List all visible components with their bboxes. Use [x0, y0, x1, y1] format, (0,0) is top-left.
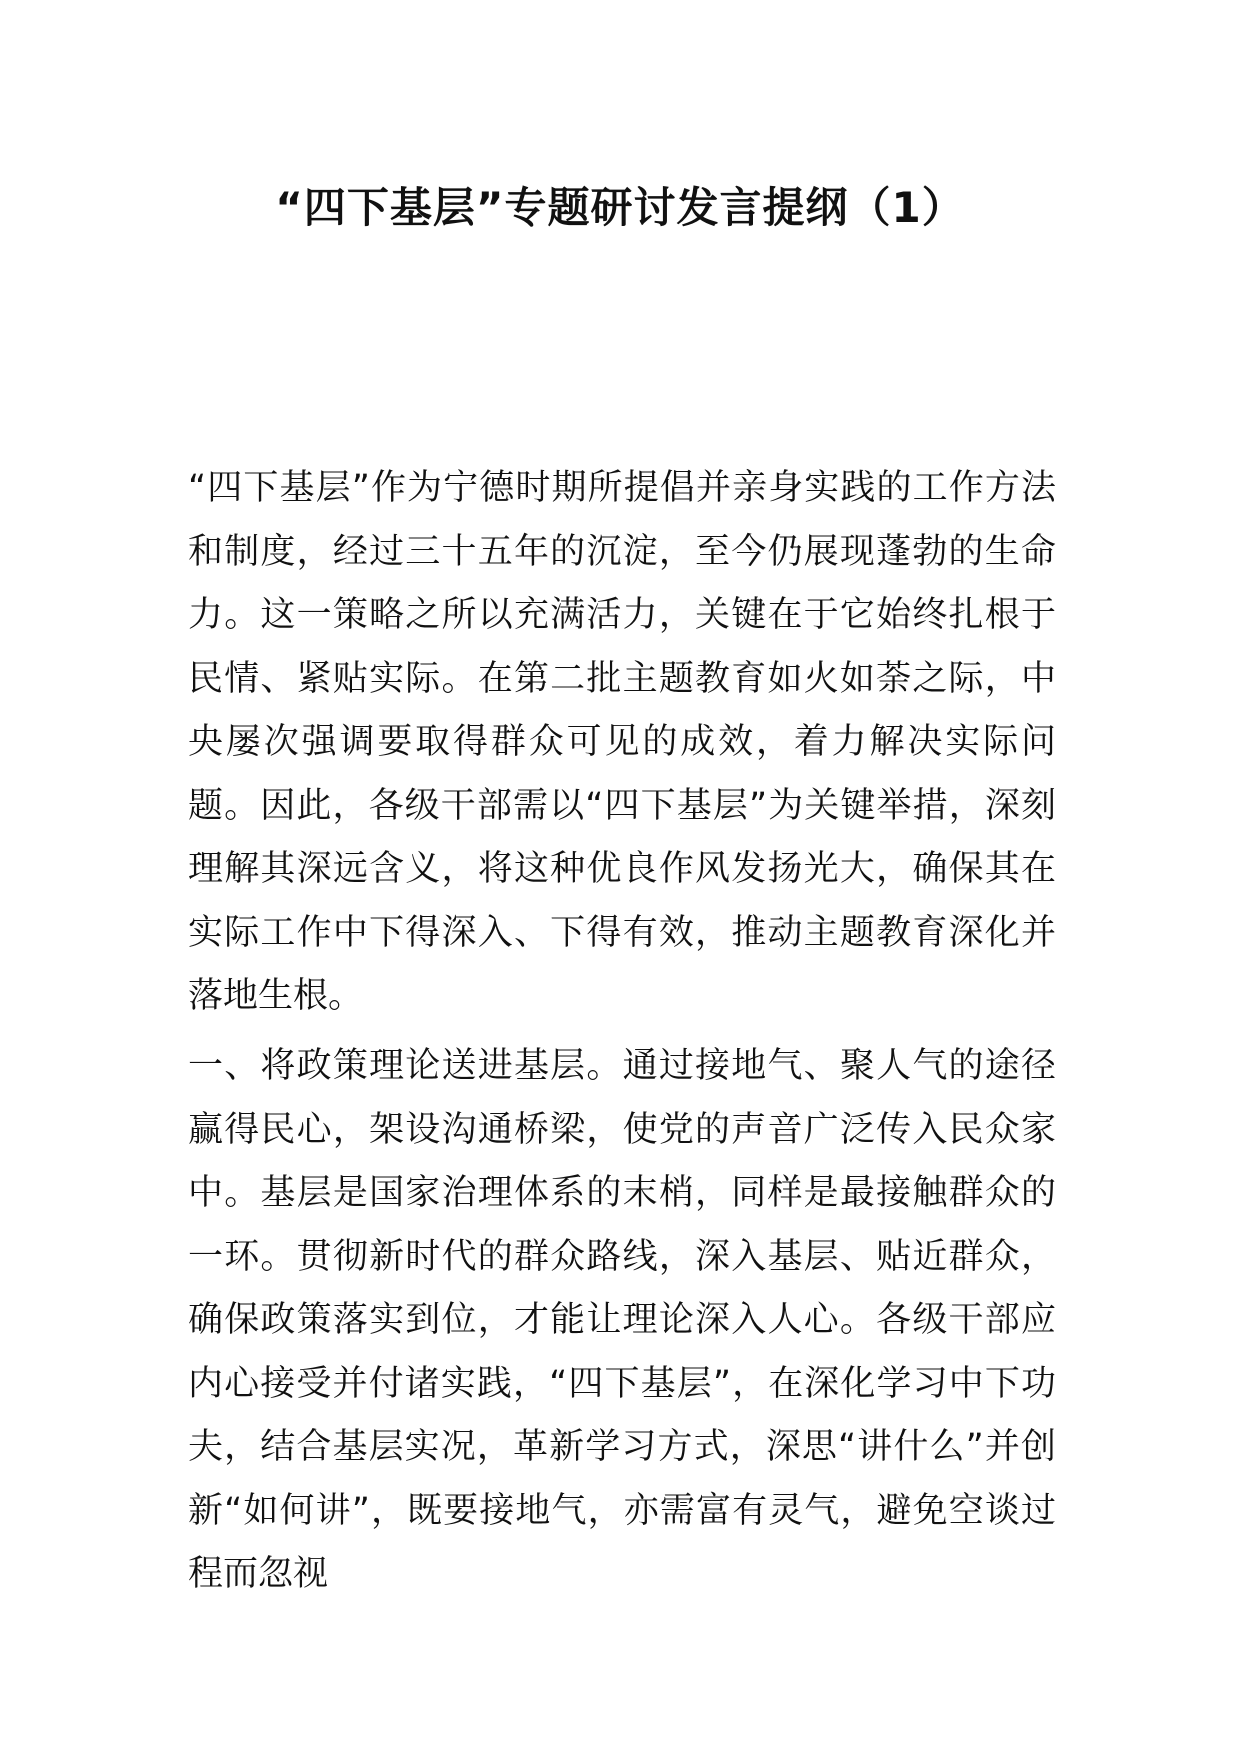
paragraph-2: 一、将政策理论送进基层。通过接地气、聚人气的途径赢得民心，架设沟通桥梁，使党的声音广泛传入民众家中。基层是国家治理体系的末梢，同样是最接触群众的一环。贯彻新时代的群众路线，深入基层、贴近群众，确保政策落实到位，才能让理论深入人心。各级干部应内心接受并付诸实践，“四下基层”，在深化学习中下功夫，结合基层实况，革新学习方式，深思“讲什么”并创新“如何讲”，既要接地气，亦需富有灵气，避免空谈过程而忽视	[188, 1046, 1056, 1594]
paragraph-2-block	[188, 1035, 1056, 1607]
document-title: “四下基层”专题研讨发言提纲（1）	[275, 183, 965, 232]
paragraph-1: “四下基层”作为宁德时期所提倡并亲身实践的工作方法和制度，经过三十五年的沉淀，至今仍展现蓬勃的生命力。这一策略之所以充满活力，关键在于它始终扎根于民情、紧贴实际。在第二批主题教育如火如荼之际，中央屡次强调要取得群众可见的成效，着力解决实际问题。因此，各级干部需以“四下基层”为关键举措，深刻理解其深远含义，将这种优良作风发扬光大，确保其在实际工作中下得深入、下得有效，推动主题教育深化并落地生根。	[188, 468, 1056, 1016]
paragraph-1-block	[188, 457, 1056, 1029]
